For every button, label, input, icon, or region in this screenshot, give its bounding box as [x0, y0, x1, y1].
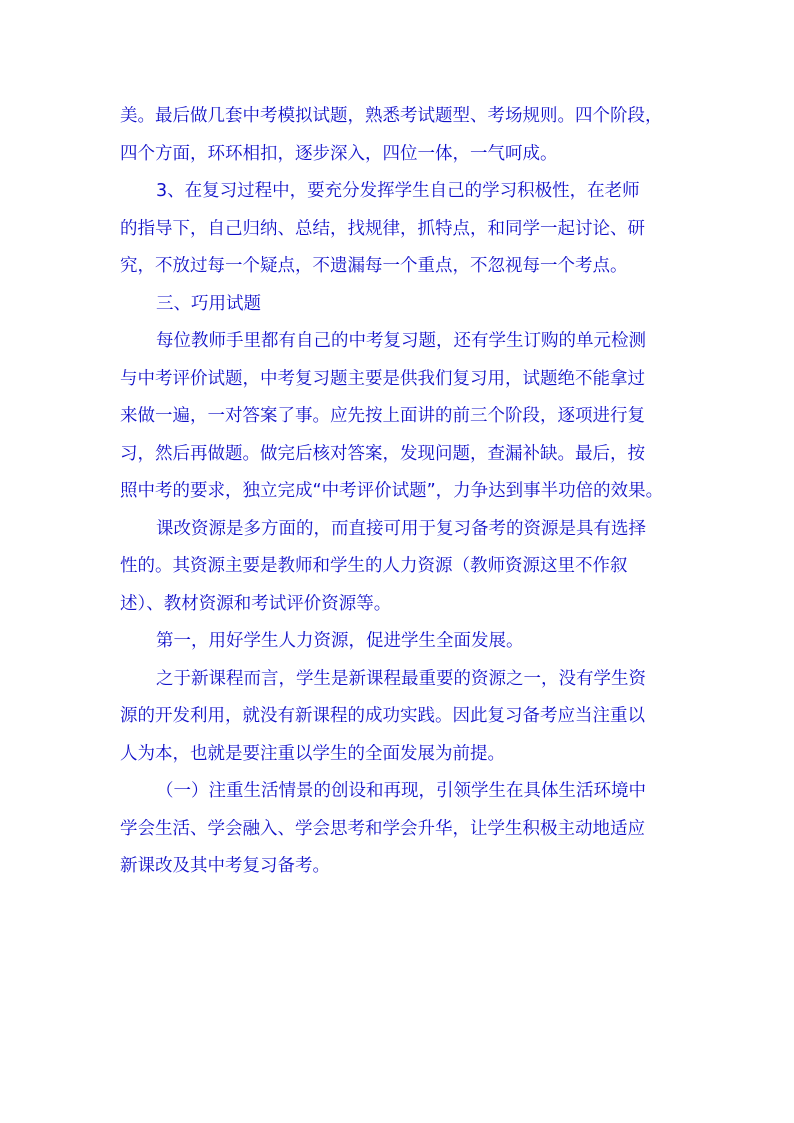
text-line: 第一，用好学生人力资源，促进学生全面发展。: [156, 631, 524, 651]
text-line: （一）注重生活情景的创设和再现，引领学生在具体生活环境中: [156, 781, 646, 801]
text-line: 四个方面，环环相扣，逐步深入，四位一体，一气呵成。: [120, 143, 558, 164]
text-line: 3、在复习过程中，要充分发挥学生自己的学习积极性，在老师: [156, 181, 640, 201]
text-line: 来做一遍，一对答案了事。应先按上面讲的前三个阶段，逐项进行复: [120, 406, 645, 426]
text-line: 课改资源是多方面的，而直接可用于复习备考的资源是具有选择: [156, 518, 646, 539]
text-line: 的指导下，自己归纳、总结，找规律，抓特点，和同学一起讨论、研: [120, 218, 645, 239]
text-line: 习，然后再做题。做完后核对答案，发现问题，查漏补缺。最后，按: [120, 443, 645, 464]
text-line: 究，不放过每一个疑点，不遗漏每一个重点，不忽视每一个考点。: [120, 256, 628, 276]
text-line: 新课改及其中考复习备考。: [120, 856, 330, 876]
text-line: 述）、教材资源和考试评价资源等。: [120, 593, 392, 614]
section-heading: 三、巧用试题: [156, 293, 261, 314]
text-line: 每位教师手里都有自己的中考复习题，还有学生订购的单元检测: [156, 331, 646, 351]
text-line: 美。最后做几套中考模拟试题，熟悉考试题型、考场规则。四个阶段，: [120, 106, 663, 126]
text-line: 人为本，也就是要注重以学生的全面发展为前提。: [120, 743, 505, 764]
text-line: 照中考的要求，独立完成“中考评价试题”，力争达到事半功倍的效果。: [120, 481, 664, 501]
text-line: 性的。其资源主要是教师和学生的人力资源（教师资源这里不作叙: [120, 556, 628, 576]
text-line: 源的开发利用，就没有新课程的成功实践。因此复习备考应当注重以: [120, 706, 645, 726]
text-line: 之于新课程而言，学生是新课程最重要的资源之一，没有学生资: [156, 668, 646, 689]
text-line: 与中考评价试题，中考复习题主要是供我们复习用，试题绝不能拿过: [120, 368, 645, 389]
document-page: [120, 98, 676, 886]
text-line: 学会生活、学会融入、学会思考和学会升华，让学生积极主动地适应: [120, 818, 645, 839]
